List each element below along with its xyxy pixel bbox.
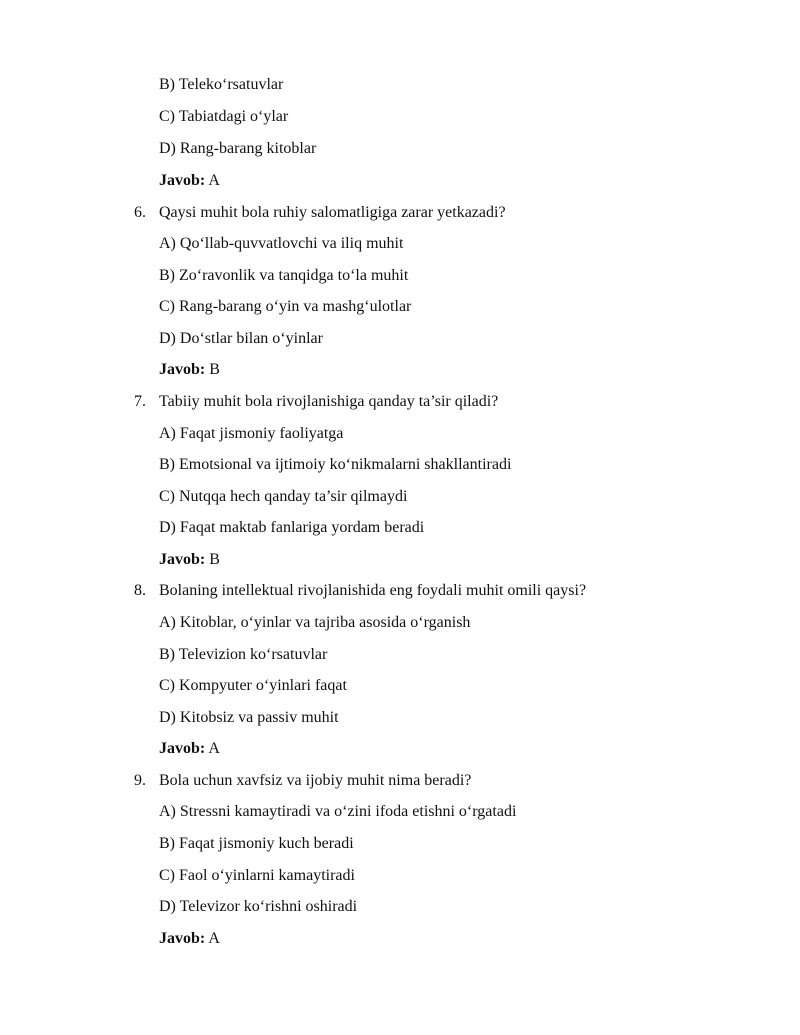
answer-value: B (209, 551, 220, 568)
option-line: C) Faol o‘yinlarni kamaytiradi (159, 867, 355, 884)
answer-line (159, 360, 220, 380)
answer-line (159, 929, 220, 949)
option-line: C) Nutqqa hech qanday ta’sir qilmaydi (159, 488, 408, 505)
answer-value: A (208, 930, 220, 947)
question-text: Tabiiy muhit bola rivojlanishiga qanday ta’sir qiladi? (159, 393, 499, 410)
answer-label: Javob: (159, 740, 206, 757)
option-line: D) Do‘stlar bilan o‘yinlar (159, 330, 323, 347)
option-line: B) Televizion ko‘rsatuvlar (159, 646, 328, 663)
option-line: D) Televizor ko‘rishni oshiradi (159, 898, 358, 915)
option-line: C) Tabiatdagi o‘ylar (159, 108, 289, 125)
option-line: C) Kompyuter o‘yinlari faqat (159, 677, 347, 694)
answer-line (159, 739, 220, 759)
answer-label: Javob: (159, 930, 206, 947)
question-text: Bola uchun xavfsiz va ijobiy muhit nima beradi? (159, 772, 472, 789)
option-line: A) Kitoblar, o‘yinlar va tajriba asosida o‘rganish (159, 614, 471, 631)
answer-label: Javob: (159, 172, 206, 189)
option-line: A) Faqat jismoniy faoliyatga (159, 425, 344, 442)
answer-line (159, 550, 220, 570)
option-line: A) Stressni kamaytiradi va o‘zini ifoda etishni o‘rgatadi (159, 803, 517, 820)
option-line: B) Teleko‘rsatuvlar (159, 76, 284, 93)
question-text: Bolaning intellektual rivojlanishida eng foydali muhit omili qaysi? (159, 582, 587, 599)
answer-value: A (208, 740, 220, 757)
option-line: D) Faqat maktab fanlariga yordam beradi (159, 519, 425, 536)
answer-label: Javob: (159, 361, 206, 378)
question-text: Qaysi muhit bola ruhiy salomatligiga zarar yetkazadi? (159, 204, 506, 221)
question-number: 7. (134, 393, 146, 410)
answer-label: Javob: (159, 551, 206, 568)
answer-value: B (209, 361, 220, 378)
option-line: B) Emotsional va ijtimoiy ko‘nikmalarni shakllantiradi (159, 456, 512, 473)
question-number: 6. (134, 204, 146, 221)
answer-line (159, 171, 220, 191)
option-line: D) Rang-barang kitoblar (159, 140, 317, 157)
question-number: 9. (134, 772, 146, 789)
option-line: B) Zo‘ravonlik va tanqidga to‘la muhit (159, 267, 409, 284)
question-number: 8. (134, 582, 146, 599)
option-line: B) Faqat jismoniy kuch beradi (159, 835, 354, 852)
option-line: D) Kitobsiz va passiv muhit (159, 709, 339, 726)
answer-value: A (208, 172, 220, 189)
option-line: C) Rang-barang o‘yin va mashg‘ulotlar (159, 298, 412, 315)
option-line: A) Qo‘llab-quvvatlovchi va iliq muhit (159, 235, 404, 252)
